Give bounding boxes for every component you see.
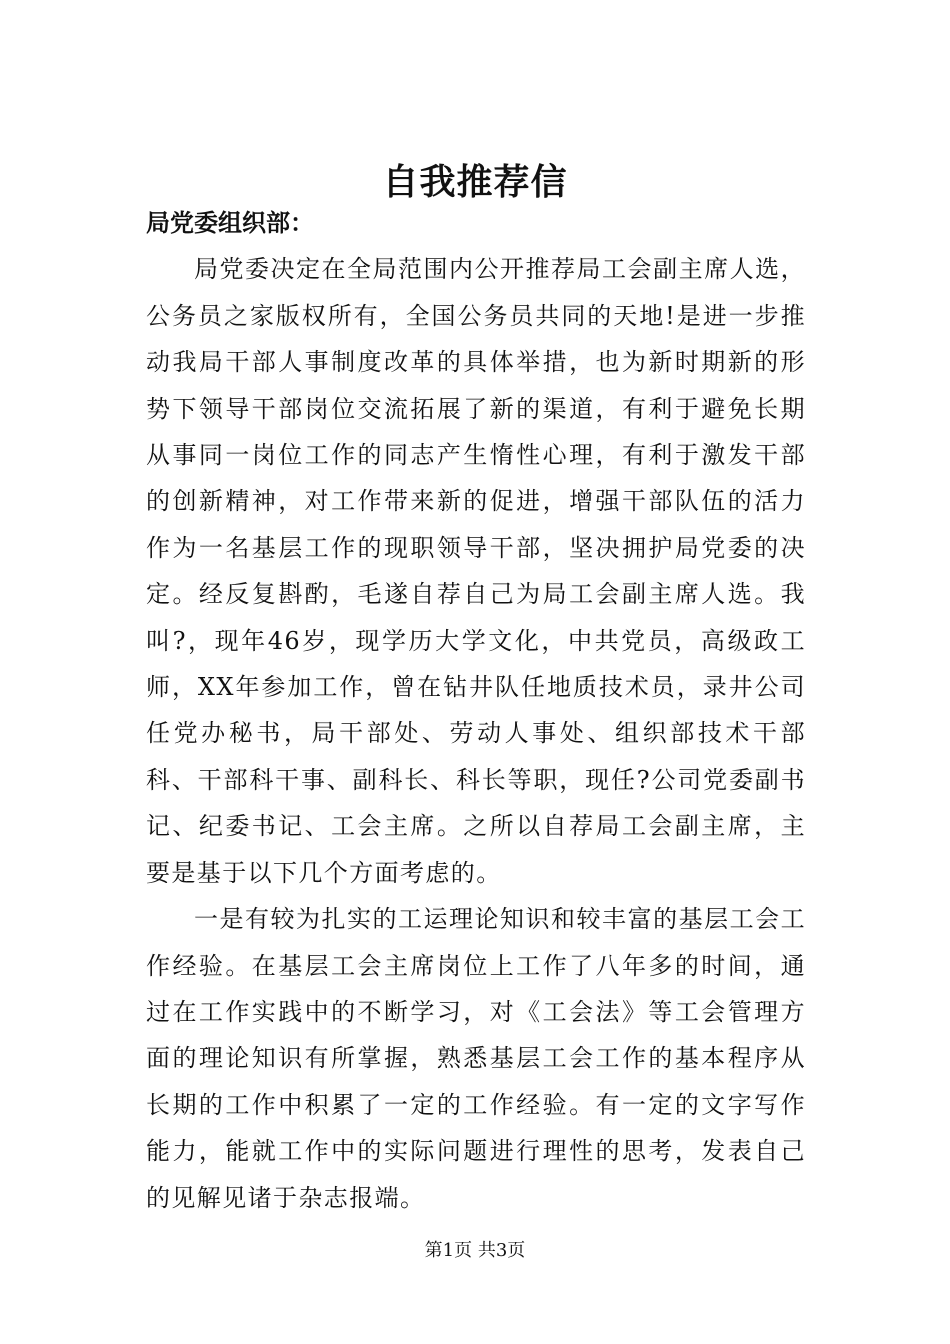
paragraph-first-point: 一是有较为扎实的工运理论知识和较丰富的基层工会工作经验。在基层工会主席岗位上工作了八年多的时间，通过在工作实践中的不断学习，对《工会法》等工会管理方面的理论知识有所掌握，熟悉基层工会工作的基本程序从长期的工作中积累了一定的工作经验。有一定的文字写作能力，能就工作中的实际问题进行理性的思考，发表自己的见解见诸于杂志报端。	[146, 905, 806, 1212]
document-title: 自我推荐信	[382, 161, 568, 204]
document-body	[146, 200, 806, 1221]
paragraph-intro: 局党委决定在全局范围内公开推荐局工会副主席人选，公务员之家版权所有，全国公务员共同的天地!是进一步推动我局干部人事制度改革的具体举措，也为新时期新的形势下领导干部岗位交流拓展了新的渠道，有利于避免长期从事同一岗位工作的同志产生惰性心理，有利于激发干部的创新精神，对工作带来新的促进，增强干部队伍的活力作为一名基层工作的现职领导干部，坚决拥护局党委的决定。经反复斟酌，毛遂自荐自己为局工会副主席人选。我叫?，现年46岁，现学历大学文化，中共党员，高级政工师，XX年参加工作，曾在钻井队任地质技术员，录井公司任党办秘书，局干部处、劳动人事处、组织部技术干部科、干部科干事、副科长、科长等职，现任?公司党委副书记、纪委书记、工会主席。之所以自荐局工会副主席，主要是基于以下几个方面考虑的。	[146, 255, 806, 887]
page-footer: 第1页 共3页	[424, 1240, 526, 1261]
salutation: 局党委组织部：	[146, 208, 314, 237]
